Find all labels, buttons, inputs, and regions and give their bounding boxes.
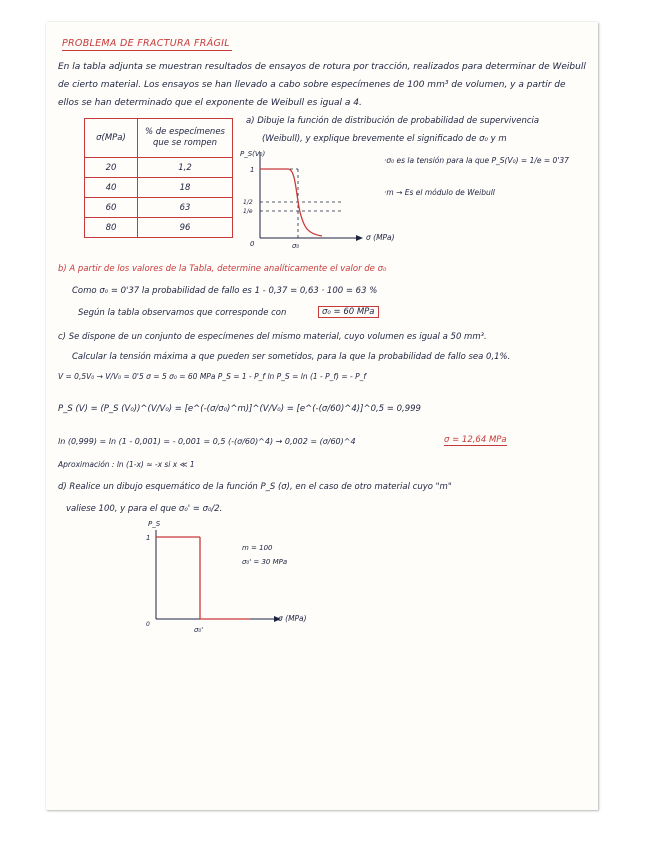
intro-line-1: En la tabla adjunta se muestran resultados de ensayos de rotura por tracción, realizados para determinar de Weibull [58,62,586,72]
part-b-line-1 [58,264,386,274]
exam-sheet [46,22,598,810]
part-d-line-2: valiese 100, y para el que σ₀' = σ₀/2. [66,504,223,514]
survival-step-graph-d [140,516,300,640]
graph-a-origin: 0 [250,240,255,248]
table-cell: 1,2 [138,158,233,178]
survival-curve [260,169,322,236]
part-c-eq1-left: P_S (V) = (P_S (V₀))^(V/V₀) = [e^(-(σ/σ₀)^m)]^(V/V₀) = [e^(-(σ/60)^4)]^0,5 [58,404,385,414]
table-row [85,218,233,238]
graph-d-origin: 0 [146,621,150,628]
graph-a-y-tick-1: 1 [250,166,255,174]
part-a-line-2: (Weibull), y explique brevemente el significado de σ₀ y m [262,134,507,144]
table-row [85,198,233,218]
intro-line-2: de cierto material. Los ensayos se han llevado a cabo sobre especímenes de 100 mm³ de volumen, y a partir de [58,80,566,90]
part-a-line-1: a) Dibuje la función de distribución de probabilidad de supervivencia [246,116,540,126]
graph-a-x-label: σ (MPa) [366,233,395,242]
part-b-label: b) A partir de los valores de la Tabla, determine analíticamente el valor de σ₀ [58,264,387,274]
table-cell: 63 [138,198,233,218]
part-a-note-m: ·m → Es el módulo de Weibull [384,188,495,197]
document-title: PROBLEMA DE FRACTURA FRÁGIL [62,38,230,49]
table-cell: 60 [85,198,138,218]
graph-d-note-s0: σ₀' = 30 MPa [242,558,288,566]
graph-a-y-tick-half: 1/2 [243,199,253,206]
survival-curve-graph-a [236,146,386,250]
part-d-line-1: d) Realice un dibujo esquemático de la función P_S (σ), en el caso de otro material cuyo "m" [58,482,452,492]
part-c-given: V = 0,5V₀ → V/V₀ = 0'5 σ = 5 σ₀ = 60 MPa P_S = 1 - P_f ln P_S = ln (1 - P_f) = - P_f [58,372,367,381]
part-c-line-2: Calcular la tensión máxima a que pueden ser sometidos, para la que la probabilidad de fallo sea 0,1%. [72,352,511,362]
fracture-data-table [84,118,233,238]
part-c-result: σ = 12,64 MPa [444,435,507,445]
table-row [85,178,233,198]
part-a-note-s0: ·σ₀ es la tensión para la que P_S(V₀) = 1/e = 0'37 [384,156,569,165]
part-c-eq1-right: = 0,999 [386,404,421,414]
table-cell: 96 [138,218,233,238]
graph-a-y-label: P_S(V₀) [240,150,266,158]
graph-d-x-tick: σ₀' [194,626,204,634]
table-cell: 80 [85,218,138,238]
graph-d-y-label: P_S [148,520,161,528]
table-header-stress: σ(MPa) [85,119,138,158]
part-c-approx: Aproximación : ln (1-x) ≈ -x si x ≪ 1 [58,460,195,469]
part-b-result: σ₀ = 60 MPa [318,306,379,318]
part-c-line-1: c) Se dispone de un conjunto de especímenes del mismo material, cuyo volumen es igual a 50 mm³. [58,332,487,342]
graph-a-y-tick-1e: 1/e [243,208,253,215]
graph-a-x-tick: σ₀ [292,242,300,250]
graph-d-note-m: m = 100 [242,544,273,552]
part-c-eq2: ln (0,999) = ln (1 - 0,001) = - 0,001 = 0,5 (-(σ/60)^4) → 0,002 = (σ/60)^4 [58,437,356,446]
graph-d-x-label: σ (MPa) [278,614,307,623]
part-b-line-2: Como σ₀ = 0'37 la probabilidad de fallo es 1 - 0,37 = 0,63 · 100 = 63 % [72,286,378,296]
table-header-percent-label: % de especímenes que se rompen [145,127,225,148]
title-underline [62,50,232,51]
table-cell: 18 [138,178,233,198]
part-b-line-3: Según la tabla observamos que corresponde con [78,308,287,318]
table-row [85,158,233,178]
graph-d-y-tick: 1 [146,534,151,542]
table-header-percent [138,119,233,158]
table-cell: 40 [85,178,138,198]
part-c-eq1 [58,404,421,414]
intro-line-3: ellos se han determinado que el exponente de Weibull es igual a 4. [58,98,362,108]
x-axis-arrow [356,235,363,241]
table-cell: 20 [85,158,138,178]
